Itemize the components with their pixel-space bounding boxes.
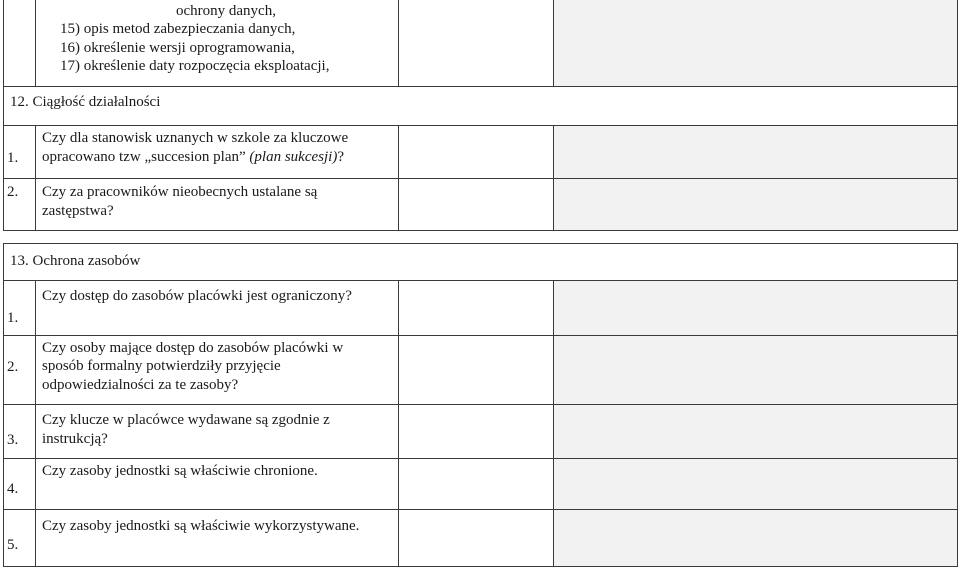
s12-row1-line2-suffix: ?: [337, 149, 344, 165]
s13-row1-remarks-cell[interactable]: [553, 280, 958, 336]
top-line-1: 15) opis metod zabezpieczania danych,: [60, 21, 296, 37]
s13-row4-number-cell: [3, 458, 36, 510]
s13-row2-line2: sposób formalny potwierdziły przyjęcie: [42, 358, 281, 374]
top-question-cell: [35, 0, 399, 87]
s12-row1-number: 1.: [7, 150, 19, 166]
s12-row2-number: 2.: [7, 184, 19, 200]
s12-row1-line2-prefix: opracowano tzw „succesion plan”: [42, 149, 250, 165]
top-remarks-cell[interactable]: [553, 0, 958, 87]
s13-row4-line1: Czy zasoby jednostki są właściwie chronione.: [42, 463, 318, 479]
section-12-header: [3, 86, 958, 126]
s13-row5-number-cell: [3, 509, 36, 567]
s13-row5-question-cell: [35, 509, 399, 567]
section-12-title: 12. Ciągłość działalności: [10, 94, 161, 110]
s13-row2-number: 2.: [7, 359, 19, 375]
section-13-header: [3, 243, 958, 281]
s13-row2-question-cell: [35, 335, 399, 405]
s12-row1-answer-cell[interactable]: [398, 125, 554, 179]
s13-row5-line1: Czy zasoby jednostki są właściwie wykorzystywane.: [42, 518, 360, 534]
s13-row5-remarks-cell[interactable]: [553, 509, 958, 567]
s13-row1-number: 1.: [7, 310, 19, 326]
s12-row2-answer-cell[interactable]: [398, 178, 554, 231]
s13-row1-question-cell: [35, 280, 399, 336]
s13-row3-line2: instrukcją?: [42, 431, 108, 447]
s12-row1-line2: [42, 148, 344, 167]
s13-row4-answer-cell[interactable]: [398, 458, 554, 510]
s13-row2-line3: odpowiedzialności za te zasoby?: [42, 377, 239, 393]
s13-row1-line1: Czy dostęp do zasobów placówki jest ograniczony?: [42, 288, 352, 304]
s13-row2-line1: Czy osoby mające dostęp do zasobów placówki w: [42, 340, 344, 356]
s13-row3-number: 3.: [7, 432, 19, 448]
s13-row2-number-cell: [3, 335, 36, 405]
s13-row1-number-cell: [3, 280, 36, 336]
s12-row2-number-cell: [3, 178, 36, 231]
section-13-title: 13. Ochrona zasobów: [10, 253, 141, 269]
s13-row3-number-cell: [3, 404, 36, 459]
s13-row2-remarks-cell[interactable]: [553, 335, 958, 405]
top-number-cell: [3, 0, 36, 87]
top-line-0: ochrony danych,: [176, 3, 276, 19]
s12-row2-remarks-cell[interactable]: [553, 178, 958, 231]
s12-row1-line1: Czy dla stanowisk uznanych w szkole za kluczowe: [42, 130, 349, 146]
s12-row1-remarks-cell[interactable]: [553, 125, 958, 179]
s12-row2-question-cell: [35, 178, 399, 231]
s12-row2-line1: Czy za pracowników nieobecnych ustalane są: [42, 184, 318, 200]
top-line-2: 16) określenie wersji oprogramowania,: [60, 40, 295, 56]
s13-row3-answer-cell[interactable]: [398, 404, 554, 459]
s13-row3-question-cell: [35, 404, 399, 459]
top-answer-cell[interactable]: [398, 0, 554, 87]
s13-row3-remarks-cell[interactable]: [553, 404, 958, 459]
s12-row2-line2: zastępstwa?: [42, 203, 114, 219]
s13-row5-answer-cell[interactable]: [398, 509, 554, 567]
s13-row2-answer-cell[interactable]: [398, 335, 554, 405]
s13-row4-remarks-cell[interactable]: [553, 458, 958, 510]
s12-row1-line2-italic: (plan sukcesji): [249, 149, 338, 165]
s13-row5-number: 5.: [7, 537, 19, 553]
top-line-3: 17) określenie daty rozpoczęcia eksploatacji,: [60, 58, 330, 74]
s13-row3-line1: Czy klucze w placówce wydawane są zgodnie z: [42, 412, 330, 428]
s12-row1-number-cell: [3, 125, 36, 179]
s13-row1-answer-cell[interactable]: [398, 280, 554, 336]
s12-row1-question-cell: [35, 125, 399, 179]
s13-row4-number: 4.: [7, 481, 19, 497]
s13-row4-question-cell: [35, 458, 399, 510]
